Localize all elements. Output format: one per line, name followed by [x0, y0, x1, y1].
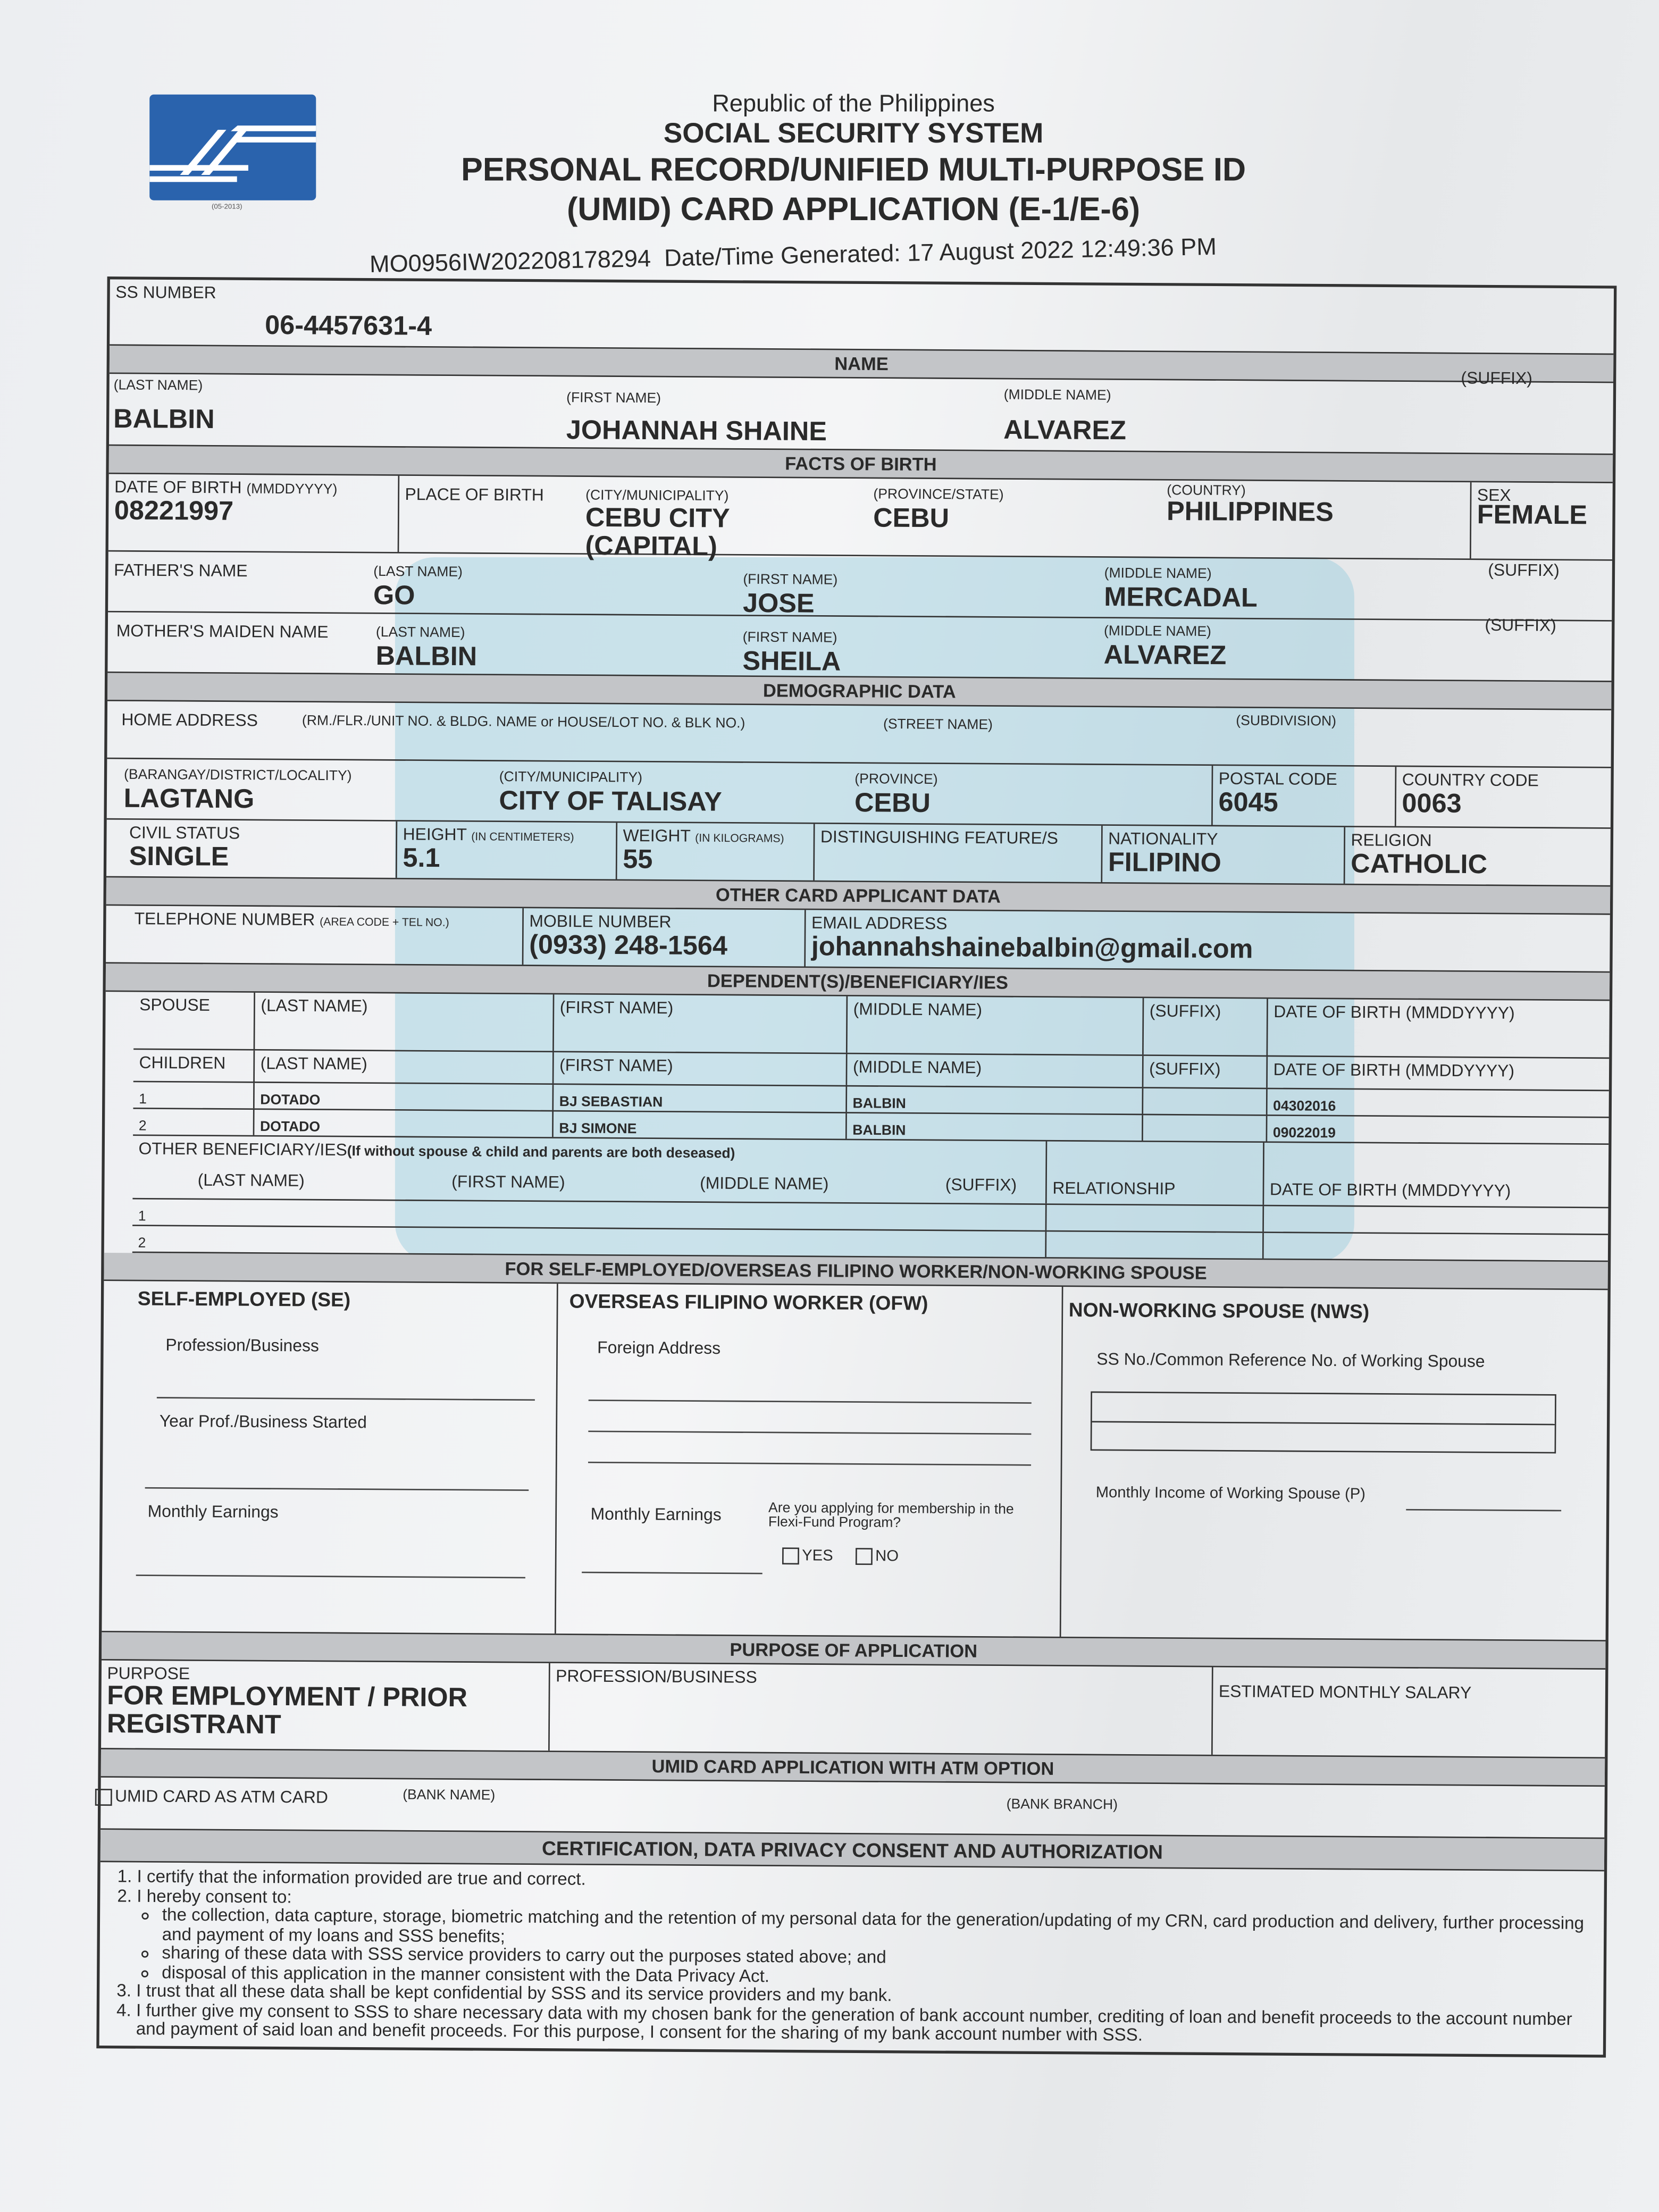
- children-suffix-col: (SUFFIX): [1149, 1059, 1221, 1079]
- postal-value: 6045: [1218, 788, 1278, 819]
- civil-status-label: CIVIL STATUS: [129, 823, 240, 843]
- consent-bullet: ◦ disposal of this application in the manner consistent with the Data Privacy Act.: [162, 1963, 1592, 1991]
- reference-number: MO0956IW202208178294: [369, 245, 651, 278]
- email-label: EMAIL ADDRESS: [811, 912, 948, 934]
- father-first-value: JOSE: [742, 589, 815, 619]
- atm-row: [100, 1778, 1605, 1839]
- dependents-band: DEPENDENT(S)/BENEFICIARY/IES: [106, 963, 1610, 1001]
- birth-band: FACTS OF BIRTH: [109, 446, 1613, 483]
- father-last-label: (LAST NAME): [373, 564, 463, 581]
- mobile-value: (0933) 248-1564: [529, 931, 728, 962]
- nws-ss-field[interactable]: [1091, 1392, 1556, 1454]
- cert-item: 1. I certify that the information provided are true and correct.: [137, 1868, 1593, 1896]
- religion-value: CATHOLIC: [1351, 850, 1488, 881]
- pob-label: PLACE OF BIRTH: [405, 484, 544, 505]
- height-value: 5.1: [403, 844, 440, 874]
- personal-stats-row: [106, 819, 1611, 886]
- children-middle-col: (MIDDLE NAME): [852, 1057, 982, 1078]
- mother-first-value: SHEILA: [742, 647, 841, 677]
- city-value: CITY OF TALISAY: [499, 786, 722, 818]
- child-number: 1: [139, 1092, 147, 1108]
- mother-last-value: BALBIN: [375, 642, 477, 673]
- spouse-row: [133, 992, 1610, 1059]
- pob-city-value: CEBU CITY (CAPITAL): [585, 504, 730, 563]
- checkbox[interactable]: [856, 1548, 873, 1565]
- bank-name-label: (BANK NAME): [403, 1788, 496, 1804]
- barangay-label: (BARANGAY/DISTRICT/LOCALITY): [123, 767, 352, 785]
- pob-country-value: PHILIPPINES: [1166, 497, 1334, 529]
- sex-value: FEMALE: [1477, 500, 1588, 531]
- middle-name-label: (MIDDLE NAME): [1003, 388, 1111, 404]
- province-value: CEBU: [854, 789, 931, 819]
- locality-row: [107, 759, 1611, 828]
- title-line-2: (UMID) CARD APPLICATION (E-1/E-6): [567, 190, 1141, 228]
- purpose-row: [101, 1661, 1605, 1758]
- mother-suffix-label: (SUFFIX): [1485, 615, 1556, 635]
- generated-value: 17 August 2022 12:49:36 PM: [907, 233, 1217, 267]
- distinguishing-feature-label: DISTINGUISHING FEATURE/S: [820, 826, 1059, 848]
- cert-item: 3. I trust that all these data shall be kept confidential by SSS and its service providers and my bank.: [136, 1982, 1592, 2010]
- se-earnings-label: Monthly Earnings: [147, 1501, 279, 1522]
- city-label: (CITY/MUNICIPALITY): [499, 769, 643, 786]
- relationship-label: RELATIONSHIP: [1052, 1178, 1176, 1199]
- father-suffix-label: (SUFFIX): [1488, 560, 1560, 581]
- republic-text: Republic of the Philippines: [712, 90, 995, 118]
- cert-item: 2. I hereby consent to: ◦ the collection, data capture, storage, biometric matching and the retention of my personal data for the generation/updating of my CRN, card production and delivery, further processing and payment of my loans and SSS benefits; ◦ sharing of these data with SSS service providers to carry out the purposes stated above; and ◦ disposal of this application in the manner consistent with the Data Privacy Act.: [136, 1887, 1593, 1991]
- application-form: [96, 276, 1616, 2057]
- sex-label: SEX: [1477, 485, 1511, 506]
- children-dob-col: DATE OF BIRTH (MMDDYYYY): [1273, 1059, 1515, 1081]
- se-earnings-field[interactable]: [136, 1574, 525, 1578]
- father-last-value: GO: [373, 581, 415, 611]
- country-code-label: COUNTRY CODE: [1402, 769, 1539, 791]
- country-code-value: 0063: [1402, 789, 1462, 820]
- pob-city-label: (CITY/MUNICIPALITY): [585, 488, 729, 505]
- father-row: [108, 551, 1612, 621]
- child-dob: 09022019: [1272, 1126, 1336, 1142]
- ofw-address-field[interactable]: [588, 1431, 1031, 1435]
- consent-bullet: ◦ sharing of these data with SSS service providers to carry out the purposes stated above; and: [162, 1945, 1592, 1972]
- mobile-label: MOBILE NUMBER: [529, 911, 672, 932]
- pob-province-value: CEBU: [873, 504, 950, 534]
- ofw-earnings-label: Monthly Earnings: [590, 1504, 722, 1525]
- first-name-label: (FIRST NAME): [566, 390, 661, 407]
- child-first: BJ SIMONE: [559, 1121, 637, 1138]
- height-label: HEIGHT (IN CENTIMETERS): [403, 824, 574, 845]
- father-middle-label: (MIDDLE NAME): [1104, 566, 1212, 583]
- nws-income-field[interactable]: [1406, 1509, 1561, 1511]
- nws-ss-label: SS No./Common Reference No. of Working Spouse: [1096, 1349, 1485, 1371]
- mother-last-label: (LAST NAME): [375, 625, 465, 641]
- religion-label: RELIGION: [1351, 830, 1432, 851]
- nationality-label: NATIONALITY: [1108, 828, 1218, 849]
- name-row: [109, 368, 1613, 455]
- bank-branch-label: (BANK BRANCH): [1006, 1797, 1118, 1814]
- contact-band: OTHER CARD APPLICANT DATA: [106, 877, 1610, 915]
- spouse-dob-col: DATE OF BIRTH (MMDDYYYY): [1273, 1001, 1515, 1023]
- certification-text: [99, 1862, 1604, 2054]
- nws-income-label: Monthly Income of Working Spouse (P): [1095, 1484, 1366, 1503]
- postal-label: POSTAL CODE: [1218, 768, 1337, 789]
- child-middle: BALBIN: [852, 1096, 906, 1112]
- child-last: DOTADO: [260, 1093, 321, 1109]
- subdivision-label: (SUBDIVISION): [1236, 714, 1337, 730]
- other-suffix-col: (SUFFIX): [945, 1175, 1017, 1195]
- purpose-label: PURPOSE: [107, 1663, 190, 1684]
- mother-row: [107, 612, 1612, 682]
- other-first-col: (FIRST NAME): [451, 1171, 565, 1192]
- spouse-last-col: (LAST NAME): [261, 995, 368, 1016]
- generated-label: Date/Time Generated:: [664, 240, 901, 272]
- last-name-value: BALBIN: [113, 405, 215, 435]
- other-middle-col: (MIDDLE NAME): [700, 1173, 829, 1194]
- ofw-address-label: Foreign Address: [597, 1337, 721, 1359]
- home-address-sublabel: (RM./FLR./UNIT NO. & BLDG. NAME or HOUSE/LOT NO. & BLK NO.): [301, 714, 745, 732]
- mother-first-label: (FIRST NAME): [742, 630, 837, 647]
- spouse-suffix-col: (SUFFIX): [1149, 1001, 1221, 1021]
- se-title: SELF-EMPLOYED (SE): [137, 1287, 351, 1311]
- province-label: (PROVINCE): [854, 772, 938, 789]
- barangay-value: LAGTANG: [123, 784, 255, 815]
- ofw-title: OVERSEAS FILIPINO WORKER (OFW): [569, 1289, 928, 1314]
- pob-country-label: (COUNTRY): [1167, 483, 1246, 500]
- email-value: johannahshainebalbin@gmail.com: [811, 932, 1253, 965]
- last-name-label: (LAST NAME): [113, 378, 203, 395]
- other-dob-col: DATE OF BIRTH (MMDDYYYY): [1269, 1179, 1511, 1201]
- children-last-col: (LAST NAME): [260, 1053, 367, 1074]
- flexi-fund-question: Are you applying for membership in the Flexi-Fund Program?: [768, 1501, 1014, 1531]
- row-number: 1: [138, 1209, 146, 1225]
- suffix-label: (SUFFIX): [1461, 368, 1533, 389]
- nationality-value: FILIPINO: [1108, 848, 1221, 879]
- nws-title: NON-WORKING SPOUSE (NWS): [1068, 1298, 1370, 1323]
- consent-bullet: ◦ the collection, data capture, storage, biometric matching and the retention of my personal data for the generation/updating of my CRN, card production and delivery, further processing and payment of my loans and SSS benefits;: [162, 1906, 1593, 1953]
- street-label: (STREET NAME): [883, 717, 993, 734]
- sss-logo: [149, 95, 316, 200]
- mother-label: MOTHER'S MAIDEN NAME: [116, 621, 329, 642]
- name-band: NAME: [110, 346, 1613, 383]
- telephone-label: TELEPHONE NUMBER (AREA CODE + TEL NO.): [134, 908, 449, 930]
- contact-row: [106, 906, 1610, 973]
- umid-atm-option[interactable]: UMID CARD AS ATM CARD: [95, 1786, 328, 1807]
- demographic-band: DEMOGRAPHIC DATA: [107, 673, 1611, 710]
- child-middle: BALBIN: [852, 1123, 906, 1139]
- ofw-address-field[interactable]: [588, 1462, 1031, 1466]
- form-title: [395, 149, 1312, 229]
- other-beneficiary-label: OTHER BENEFICIARY/IES(If without spouse & child and parents are both deseased): [138, 1138, 735, 1162]
- spouse-label: SPOUSE: [139, 994, 211, 1015]
- title-line-1: PERSONAL RECORD/UNIFIED MULTI-PURPOSE ID: [461, 150, 1246, 188]
- father-middle-value: MERCADAL: [1104, 583, 1258, 614]
- weight-label: WEIGHT (IN KILOGRAMS): [623, 825, 784, 846]
- profession-label: PROFESSION/BUSINESS: [556, 1666, 757, 1687]
- father-first-label: (FIRST NAME): [743, 572, 838, 589]
- ofw-earnings-field[interactable]: [582, 1572, 763, 1574]
- civil-status-value: SINGLE: [129, 842, 229, 873]
- self-employed-band: FOR SELF-EMPLOYED/OVERSEAS FILIPINO WORKER/NON-WORKING SPOUSE: [104, 1253, 1607, 1290]
- birth-row: [108, 474, 1613, 563]
- children-label: CHILDREN: [139, 1052, 226, 1073]
- child-dob: 04302016: [1273, 1099, 1336, 1115]
- form-code: (05-2013): [211, 203, 242, 212]
- weight-value: 55: [623, 845, 653, 875]
- home-address-row: [107, 701, 1611, 768]
- spouse-first-col: (FIRST NAME): [559, 997, 674, 1018]
- checkbox[interactable]: [782, 1548, 799, 1565]
- se-profession-label: Profession/Business: [165, 1335, 319, 1356]
- other-beneficiary-header: [132, 1136, 1608, 1208]
- home-address-label: HOME ADDRESS: [121, 709, 258, 731]
- self-employed-section: [102, 1281, 1607, 1641]
- ofw-address-field[interactable]: [589, 1400, 1032, 1404]
- child-first: BJ SEBASTIAN: [559, 1094, 663, 1111]
- purpose-band: PURPOSE OF APPLICATION: [102, 1632, 1605, 1670]
- first-name-value: JOHANNAH SHAINE: [566, 416, 827, 448]
- cert-item: 4. I further give my consent to SSS to share necessary data with my chosen bank for the generation of bank account number, crediting of loan and benefit proceeds to the account number and payment of said loan and benefit proceeds. For this purpose, I consent for the sharing of my bank account number with SSS.: [136, 2001, 1592, 2048]
- mother-middle-value: ALVAREZ: [1103, 641, 1227, 672]
- ss-label: SS NUMBER: [115, 282, 216, 303]
- ss-value: 06-4457631-4: [265, 311, 432, 342]
- se-year-label: Year Prof./Business Started: [159, 1411, 367, 1432]
- dob-label: DATE OF BIRTH (MMDDYYYY): [114, 476, 338, 498]
- ss-row: [110, 279, 1614, 355]
- child-last: DOTADO: [259, 1119, 321, 1136]
- se-year-field[interactable]: [145, 1487, 529, 1491]
- middle-name-value: ALVAREZ: [1003, 416, 1127, 447]
- child-number: 2: [138, 1119, 147, 1135]
- purpose-value: FOR EMPLOYMENT / PRIOR REGISTRANT: [106, 1681, 468, 1741]
- dob-value: 08221997: [114, 496, 234, 527]
- salary-label: ESTIMATED MONTHLY SALARY: [1218, 1681, 1472, 1703]
- row-number: 2: [138, 1236, 146, 1252]
- flexi-yes-option[interactable]: YES: [782, 1547, 833, 1565]
- father-label: FATHER'S NAME: [114, 560, 248, 581]
- atm-band: UMID CARD APPLICATION WITH ATM OPTION: [101, 1749, 1605, 1787]
- pob-province-label: (PROVINCE/STATE): [873, 487, 1004, 504]
- flexi-no-option[interactable]: NO: [856, 1548, 899, 1565]
- se-profession-field[interactable]: [157, 1397, 535, 1401]
- other-last-col: (LAST NAME): [197, 1170, 305, 1191]
- spouse-middle-col: (MIDDLE NAME): [853, 999, 983, 1020]
- checkbox[interactable]: [95, 1789, 112, 1806]
- children-first-col: (FIRST NAME): [559, 1055, 673, 1076]
- mother-middle-label: (MIDDLE NAME): [1103, 624, 1212, 640]
- generation-line: [370, 233, 1217, 279]
- certification-band: CERTIFICATION, DATA PRIVACY CONSENT AND AUTHORIZATION: [100, 1830, 1605, 1871]
- agency-name: SOCIAL SECURITY SYSTEM: [663, 118, 1044, 150]
